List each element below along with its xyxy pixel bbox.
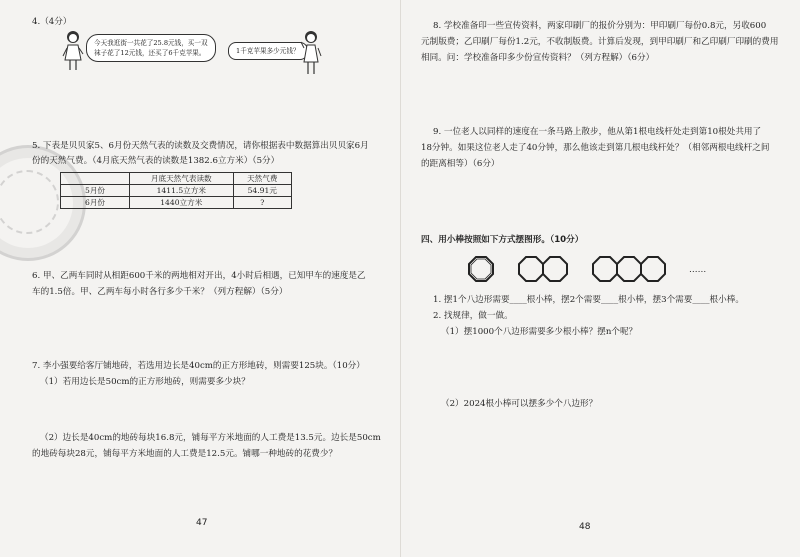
q7-sub2-line2: 的地砖每块28元，铺每平方米地面的人工费是12.5元。铺哪一种地砖的花费少？ (32, 449, 338, 459)
page-number-right: 48 (579, 522, 591, 532)
table-header-cell: 月底天然气表读数 (130, 173, 234, 185)
q8-line2: 元制版费；乙印刷厂每份1.2元，不收制版费。计算后发现，到甲印刷厂和乙印刷厂印刷的费用 (421, 37, 779, 47)
table-cell: ? (233, 197, 291, 209)
bubble-right-text: 1千克苹果多少元钱？ (236, 47, 300, 55)
table-header-cell: 天然气费 (233, 173, 291, 185)
table-row (61, 197, 292, 209)
gas-table (60, 172, 292, 209)
s4-q2-1: （1）摆1000个八边形需要多少根小棒？摆n个呢？ (441, 327, 638, 337)
bubble-left-line2: 袜子花了12元钱，还买了6千克苹果。 (94, 49, 206, 57)
q6-line2: 车的1.5倍。甲、乙两车每小时各行多少千米？（列方程解）（5分） (32, 287, 288, 297)
table-cell: 1411.5立方米 (130, 185, 234, 197)
q5-line1: 5. 下表是贝贝家5、6月份天然气表的读数及交费情况，请你根据表中数据算出贝贝家6月 (32, 141, 369, 151)
table-cell: 54.91元 (233, 185, 291, 197)
s4-q1: 1. 摆1个八边形需要____根小棒，摆2个需要____根小棒，摆3个需要____根小棒。 (433, 295, 744, 305)
q8-line3: 相同。问：学校准备印多少份宣传资料？（列方程解）（6分） (421, 53, 655, 63)
table-row (61, 185, 292, 197)
section4-title: 四、用小棒按照如下方式摆图形。（10分） (421, 235, 584, 245)
girl-figure-left (62, 30, 84, 74)
q9-line2: 18分钟。如果这位老人走了40分钟，那么他该走到第几根电线杆处？（相邻两根电线杆之间 (421, 143, 770, 153)
table-cell: 5月份 (61, 185, 130, 197)
q9-line1: 9. 一位老人以同样的速度在一条马路上散步，他从第1根电线杆处走到第10根处共用了 (433, 127, 762, 137)
q8-line1: 8. 学校准备印一些宣传资料，两家印刷厂的报价分别为：甲印刷厂每份0.8元，另收600 (433, 21, 767, 31)
s4-q2-2: （2）2024根小棒可以摆多少个八边形？ (441, 399, 598, 409)
table-header-row (61, 173, 292, 185)
bubble-left-line1: 今天我逛街一共花了25.8元钱，买一双 (94, 39, 208, 47)
table-cell: 1440立方米 (130, 197, 234, 209)
q7-sub2-line1: （2）边长是40cm的地砖每块16.8元，铺每平方米地面的人工费是13.5元。边长是50cm (40, 433, 381, 443)
s4-q2: 2. 找规律，做一做。 (433, 311, 513, 321)
page-number-left: 47 (196, 518, 208, 528)
q7-sub1: （1）若用边长是50cm的正方形地砖，则需要多少块？ (40, 377, 250, 387)
speech-bubble-left (86, 34, 216, 62)
q5-line2: 份的天然气费。（4月底天然气表的读数是1382.6立方米）（5分） (32, 156, 280, 166)
pattern-ellipsis: …… (689, 265, 707, 275)
q6-line1: 6. 甲、乙两车同时从相距600千米的两地相对开出，4小时后相遇，已知甲车的速度是乙 (32, 271, 366, 281)
q9-line3: 的距离相等）（6分） (421, 159, 500, 169)
q4-header: 4.（4分） (32, 17, 72, 27)
girl-figure-right (300, 30, 322, 78)
table-cell: 6月份 (61, 197, 130, 209)
right-page (400, 0, 800, 557)
q7-line1: 7. 李小强要给客厅铺地砖，若选用边长是40cm的正方形地砖，则需要125块。（10分） (32, 361, 365, 371)
table-header-cell (61, 173, 130, 185)
speech-bubble-right (228, 42, 308, 60)
